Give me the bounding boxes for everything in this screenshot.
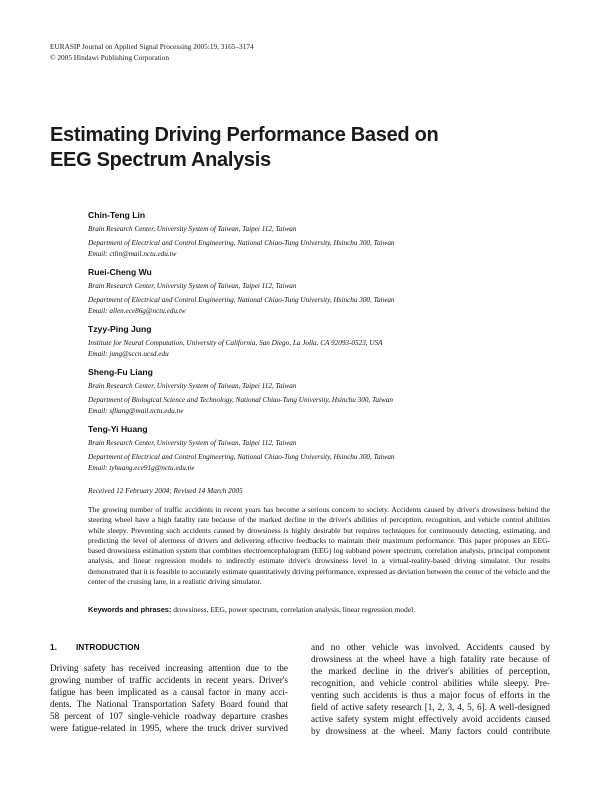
paper-title (50, 123, 530, 173)
author-affiliation: Department of Electrical and Control Engineering, National Chiao-Tung University, Hsinchu 300, Taiwan (88, 296, 395, 304)
text-line: Driving safety has received increasing attention due to the (50, 663, 288, 673)
author-name: Ruei-Cheng Wu (88, 267, 152, 277)
text-line: dents. The National Transportation Safety Board found that (50, 699, 288, 709)
author-email[interactable]: Email: tyhuang.ece91g@nctu.edu.tw (88, 463, 195, 472)
text-line: drowsiness at the wheel have a high fatality rate because of (311, 654, 550, 664)
title-line-1: Estimating Driving Performance Based on (50, 124, 439, 146)
author-name: Sheng-Fu Liang (88, 367, 153, 377)
section-heading (50, 642, 140, 652)
journal-header (50, 41, 254, 63)
author-affiliation: Department of Electrical and Control Engineering, National Chiao-Tung University, Hsinchu 300, Taiwan (88, 239, 395, 247)
author-list (88, 209, 558, 480)
author-email[interactable]: Email: ctlin@mail.nctu.edu.tw (88, 249, 177, 258)
title-line-2: EEG Spectrum Analysis (50, 149, 271, 171)
author-name: Teng-Yi Huang (88, 424, 148, 434)
text-line: by drowsiness at the wheel. Many factors could contribute (311, 726, 550, 736)
author-name: Chin-Teng Lin (88, 210, 146, 220)
journal-citation: EURASIP Journal on Applied Signal Processing 2005:19, 3165–3174 (50, 42, 254, 51)
text-line: recognition, and vehicle control abilities while sleepy. Pre- (311, 678, 550, 688)
text-line: field of active safety research [1, 2, 3, 4, 5, 6]. A well-designed (311, 702, 550, 712)
text-line: growing number of traffic accidents in recent years. Driver's (50, 675, 288, 685)
text-line: fatigue has been implicated as a causal factor in many acci- (50, 687, 288, 697)
keywords (88, 605, 550, 614)
author-block (88, 323, 558, 359)
keywords-text: drowsiness, EEG, power spectrum, correlation analysis, linear regression model. (171, 605, 416, 614)
text-line: and no other vehicle was involved. Accidents caused by (311, 642, 550, 652)
author-affiliation: Brain Research Center, University System of Taiwan, Taipei 112, Taiwan (88, 439, 297, 447)
copyright-line: © 2005 Hindawi Publishing Corporation (50, 53, 170, 62)
body-column-left (50, 662, 288, 734)
text-line: the marked decline in the driver's abilities of perception, (311, 666, 550, 676)
author-affiliation: Brain Research Center, University System of Taiwan, Taipei 112, Taiwan (88, 282, 297, 290)
text-line: active safety system might effectively avoid accidents caused (311, 714, 550, 724)
text-line: venting such accidents is thus a major focus of efforts in the (311, 690, 550, 700)
author-block (88, 366, 558, 416)
section-number: 1. (50, 642, 57, 652)
text-line: 58 percent of 107 single-vehicle roadway departure crashes (50, 711, 288, 721)
abstract: The growing number of traffic accidents in recent years has become a serious concern to society. Accidents caused by driver's drowsiness behind the steering wheel have a high fatality rate because of the marked decline in the driver's abilities of perception, recognition, and vehicle control abilities while sleepy. Preventing such accidents caused by drowsiness is highly desirable but requires techniques for continuously detecting, estimating, and predicting the level of alertness of drivers and delivering effective feedbacks to maintain their maximum performance. This paper proposes an EEG-based drowsiness estimation system that combines electroencephalogram (EEG) log subband power spectrum, correlation analysis, principal component analysis, and linear regression models to indirectly estimate driver's drowsiness level in a virtual-reality-based driving simulator. Our results demonstrated that it is feasible to accurately estimate quantitatively driving performance, expressed as deviation between the center of the vehicle and the center of the cruising lane, in a realistic driving simulator. (88, 505, 550, 587)
author-block (88, 209, 558, 259)
author-email[interactable]: Email: allen.ece86g@nctu.edu.tw (88, 306, 186, 315)
author-affiliation: Brain Research Center, University System of Taiwan, Taipei 112, Taiwan (88, 382, 297, 390)
author-affiliation: Department of Biological Science and Technology, National Chiao-Tung University, Hsinchu 300, Taiwan (88, 396, 393, 404)
author-name: Tzyy-Ping Jung (88, 324, 152, 334)
author-affiliation: Brain Research Center, University System of Taiwan, Taipei 112, Taiwan (88, 225, 297, 233)
body-column-right (311, 641, 550, 737)
keywords-label: Keywords and phrases: (88, 605, 172, 614)
author-block (88, 423, 558, 473)
author-email[interactable]: Email: jung@sccn.ucsd.edu (88, 349, 169, 358)
section-title: INTRODUCTION (76, 642, 140, 652)
author-email[interactable]: Email: sfliang@mail.nctu.edu.tw (88, 406, 184, 415)
received-dates: Received 12 February 2004; Revised 14 March 2005 (88, 486, 243, 495)
text-line: were fatigue-related in 1995, where the truck driver survived (50, 723, 288, 733)
author-block (88, 266, 558, 316)
author-affiliation: Department of Electrical and Control Engineering, National Chiao-Tung University, Hsinchu 300, Taiwan (88, 453, 395, 461)
author-affiliation: Institute for Neural Computation, University of California, San Diego, La Jolla, CA 92093-0523, USA (88, 339, 383, 347)
